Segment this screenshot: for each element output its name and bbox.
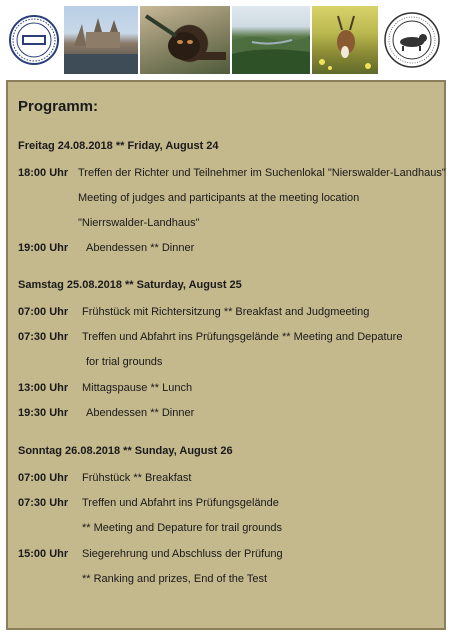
schedule-text-continued: "Nierrswalder-Landhaus" (78, 217, 200, 229)
forest-landscape-photo-icon (232, 6, 310, 74)
schedule-time: 19:00 Uhr (18, 242, 69, 254)
schedule-text: Frühstück ** Breakfast (82, 472, 192, 484)
schedule-text-continued: ** Ranking and prizes, End of the Test (82, 573, 268, 585)
schedule-text-continued: ** Meeting and Depature for trail grounds (82, 522, 282, 534)
day-title-friday: Freitag 24.08.2018 ** Friday, August 24 (18, 140, 219, 152)
schedule-time: 19:30 Uhr (18, 407, 69, 419)
schedule-text: Mittagspause ** Lunch (82, 382, 193, 394)
schedule-time: 07:00 Uhr (18, 472, 69, 484)
roe-deer-photo-icon (312, 6, 378, 74)
schedule-time: 13:00 Uhr (18, 382, 69, 394)
fci-logo-icon (6, 6, 62, 74)
program-panel (6, 80, 446, 630)
schedule-text: Siegerehrung und Abschluss der Prüfung (82, 548, 283, 560)
schedule-text: Abendessen ** Dinner (86, 407, 195, 419)
deutscher-teckelklub-logo-icon (380, 6, 444, 74)
schedule-text: Abendessen ** Dinner (86, 242, 195, 254)
dachshund-photo-icon (140, 6, 230, 74)
schedule-time: 18:00 Uhr (18, 167, 69, 179)
schedule-time: 15:00 Uhr (18, 548, 69, 560)
schedule-text: Treffen und Abfahrt ins Prüfungsgelände (82, 497, 279, 509)
header-image-band (6, 6, 446, 74)
schedule-text: Treffen und Abfahrt ins Prüfungsgelände ** Meeting and Depature (82, 331, 403, 343)
day-title-sunday: Sonntag 26.08.2018 ** Sunday, August 26 (18, 445, 233, 457)
schedule-text-continued: for trial grounds (86, 356, 163, 368)
schedule-text: Frühstück mit Richtersitzung ** Breakfast and Judgmeeting (82, 306, 370, 318)
schedule-time: 07:30 Uhr (18, 331, 69, 343)
program-heading: Programm: (18, 98, 99, 115)
day-title-saturday: Samstag 25.08.2018 ** Saturday, August 25 (18, 279, 242, 291)
schedule-text-continued: Meeting of judges and participants at the meeting location (78, 192, 360, 204)
schedule-text: Treffen der Richter und Teilnehmer im Suchenlokal "Nierswalder-Landhaus" (78, 167, 446, 179)
schedule-time: 07:00 Uhr (18, 306, 69, 318)
schedule-time: 07:30 Uhr (18, 497, 69, 509)
castle-photo-icon (64, 6, 138, 74)
